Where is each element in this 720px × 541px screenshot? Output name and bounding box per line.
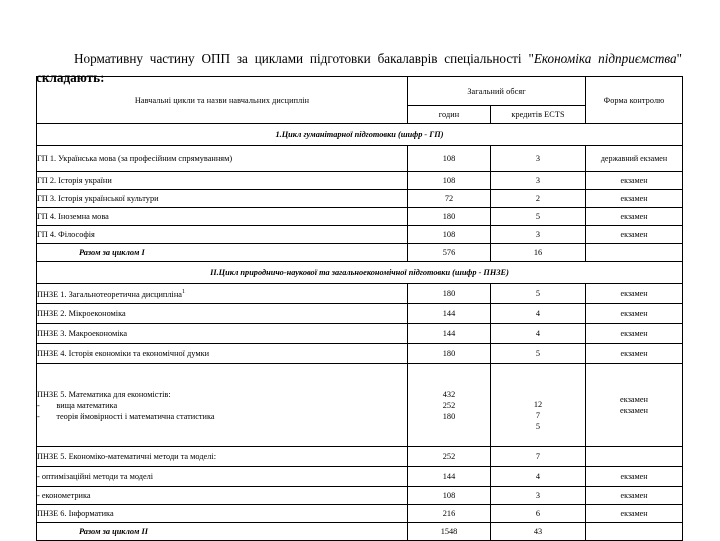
cycle-title-row-1 <box>37 124 683 146</box>
discipline-name: ГП 1. Українська мова (за професійним спрямуванням) <box>37 146 408 172</box>
table-row <box>37 172 683 190</box>
discipline-hours: 144 <box>408 467 491 487</box>
discipline-control: екзамен <box>586 284 683 304</box>
discipline-name: ГП 2. Історія україни <box>37 172 408 190</box>
cycle-2-total-row <box>37 523 683 541</box>
intro-quote-close: " <box>676 51 682 67</box>
table-row <box>37 344 683 364</box>
discipline-credits: 5 <box>491 344 586 364</box>
table-row <box>37 487 683 505</box>
discipline-credits-group <box>491 364 586 447</box>
discipline-name-group <box>37 364 408 447</box>
intro-text-start: Нормативну частину ОПП за циклами підготовки бакалаврів спеціальності <box>74 51 529 67</box>
header-hours: годин <box>408 106 491 124</box>
discipline-control: екзамен <box>586 487 683 505</box>
math-name-sub-1: - вища математика <box>37 400 118 410</box>
discipline-name: ПНЗЕ 2. Мікроекономіка <box>37 304 408 324</box>
discipline-name: ПНЗЕ 5. Економіко-математичні методи та моделі: <box>37 447 408 467</box>
discipline-hours-group <box>408 364 491 447</box>
cycle-total-credits: 16 <box>491 244 586 262</box>
header-control-form: Форма контролю <box>586 77 683 124</box>
cycle-title-row-2 <box>37 262 683 284</box>
math-name-sub-2: - теорія ймовірності і математична статистика <box>37 411 215 421</box>
cycle-total-hours: 1548 <box>408 523 491 541</box>
discipline-name: ПНЗЕ 4. Історія економіки та економічної думки <box>37 344 408 364</box>
discipline-hours: 180 <box>408 208 491 226</box>
discipline-hours: 252 <box>408 447 491 467</box>
discipline-name-text: ПНЗЕ 1. Загальнотеоретична дисципліна <box>37 289 182 299</box>
discipline-control: екзамен <box>586 344 683 364</box>
discipline-hours: 180 <box>408 284 491 304</box>
discipline-name: ГП 4. Іноземна мова <box>37 208 408 226</box>
math-credits-main: 12 <box>533 399 543 409</box>
discipline-control: екзамен <box>586 208 683 226</box>
math-name-main: ПНЗЕ 5. Математика для економістів: <box>37 389 171 399</box>
discipline-name: ГП 3. Історія української культури <box>37 190 408 208</box>
discipline-control: екзамен <box>586 324 683 344</box>
cycle-1-title: 1.Цикл гуманітарної підготовки (шифр - ГП) <box>37 124 683 146</box>
discipline-credits: 5 <box>491 284 586 304</box>
discipline-hours: 72 <box>408 190 491 208</box>
discipline-hours: 144 <box>408 324 491 344</box>
cycle-2-title: ІІ.Цикл природничо-наукової та загальноекономічної підготовки (шифр - ПНЗЕ) <box>37 262 683 284</box>
discipline-hours: 108 <box>408 172 491 190</box>
math-credits-sub-1: 7 <box>535 410 541 420</box>
discipline-name <box>37 284 408 304</box>
discipline-credits: 3 <box>491 146 586 172</box>
discipline-credits: 4 <box>491 467 586 487</box>
discipline-control: екзамен <box>586 172 683 190</box>
discipline-credits: 6 <box>491 505 586 523</box>
discipline-control-group <box>586 364 683 447</box>
table-row-math-multiline <box>37 364 683 447</box>
intro-specialty-name: Економіка підприємства <box>533 51 677 67</box>
discipline-credits: 3 <box>491 226 586 244</box>
discipline-control <box>586 447 683 467</box>
discipline-hours: 216 <box>408 505 491 523</box>
table-row <box>37 505 683 523</box>
discipline-control: екзамен <box>586 190 683 208</box>
discipline-credits: 4 <box>491 304 586 324</box>
cycle-total-hours: 576 <box>408 244 491 262</box>
discipline-credits: 3 <box>491 172 586 190</box>
header-credits-ects: кредитів ECTS <box>491 106 586 124</box>
discipline-control: екзамен <box>586 467 683 487</box>
table-row <box>37 304 683 324</box>
discipline-control: державний екзамен <box>586 146 683 172</box>
cycle-total-label: Разом за циклом ІІ <box>37 523 408 541</box>
table-row <box>37 324 683 344</box>
discipline-credits: 4 <box>491 324 586 344</box>
math-credits-sub-2: 5 <box>535 421 541 431</box>
discipline-credits: 7 <box>491 447 586 467</box>
discipline-name: ГП 4. Філософія <box>37 226 408 244</box>
cycle-total-credits: 43 <box>491 523 586 541</box>
header-disciplines: Навчальні цикли та назви навчальних дисциплін <box>37 77 408 124</box>
footnote-marker: 1 <box>181 289 185 296</box>
table-row <box>37 208 683 226</box>
discipline-control: екзамен <box>586 226 683 244</box>
table-row <box>37 447 683 467</box>
intro-text-end: складають: <box>36 70 105 86</box>
table-row <box>37 226 683 244</box>
table-header-row-1 <box>37 77 683 106</box>
math-hours-main: 432 <box>442 389 456 399</box>
discipline-name: ПНЗЕ 3. Макроекономіка <box>37 324 408 344</box>
discipline-hours: 180 <box>408 344 491 364</box>
math-control-sub-1: екзамен <box>620 395 648 404</box>
math-hours-sub-2: 180 <box>442 411 456 421</box>
cycle-total-control <box>586 523 683 541</box>
intro-quote-open: " <box>528 51 534 67</box>
math-control-sub-2: екзамен <box>620 406 648 415</box>
cycle-total-control <box>586 244 683 262</box>
discipline-name: - оптимізаційні методи та моделі <box>37 467 408 487</box>
discipline-credits: 3 <box>491 487 586 505</box>
table-row <box>37 467 683 487</box>
table-row <box>37 284 683 304</box>
header-total-volume: Загальний обсяг <box>408 77 586 106</box>
discipline-name: - економетрика <box>37 487 408 505</box>
discipline-hours: 144 <box>408 304 491 324</box>
discipline-hours: 108 <box>408 146 491 172</box>
discipline-credits: 5 <box>491 208 586 226</box>
discipline-credits: 2 <box>491 190 586 208</box>
discipline-control: екзамен <box>586 505 683 523</box>
curriculum-table <box>36 76 683 541</box>
table-row <box>37 146 683 172</box>
cycle-1-total-row <box>37 244 683 262</box>
cycle-total-label: Разом за циклом І <box>37 244 408 262</box>
math-hours-sub-1: 252 <box>442 400 456 410</box>
discipline-name: ПНЗЕ 6. Інформатика <box>37 505 408 523</box>
discipline-hours: 108 <box>408 226 491 244</box>
curriculum-table-wrapper <box>36 76 682 541</box>
discipline-hours: 108 <box>408 487 491 505</box>
table-row <box>37 190 683 208</box>
discipline-control: екзамен <box>586 304 683 324</box>
